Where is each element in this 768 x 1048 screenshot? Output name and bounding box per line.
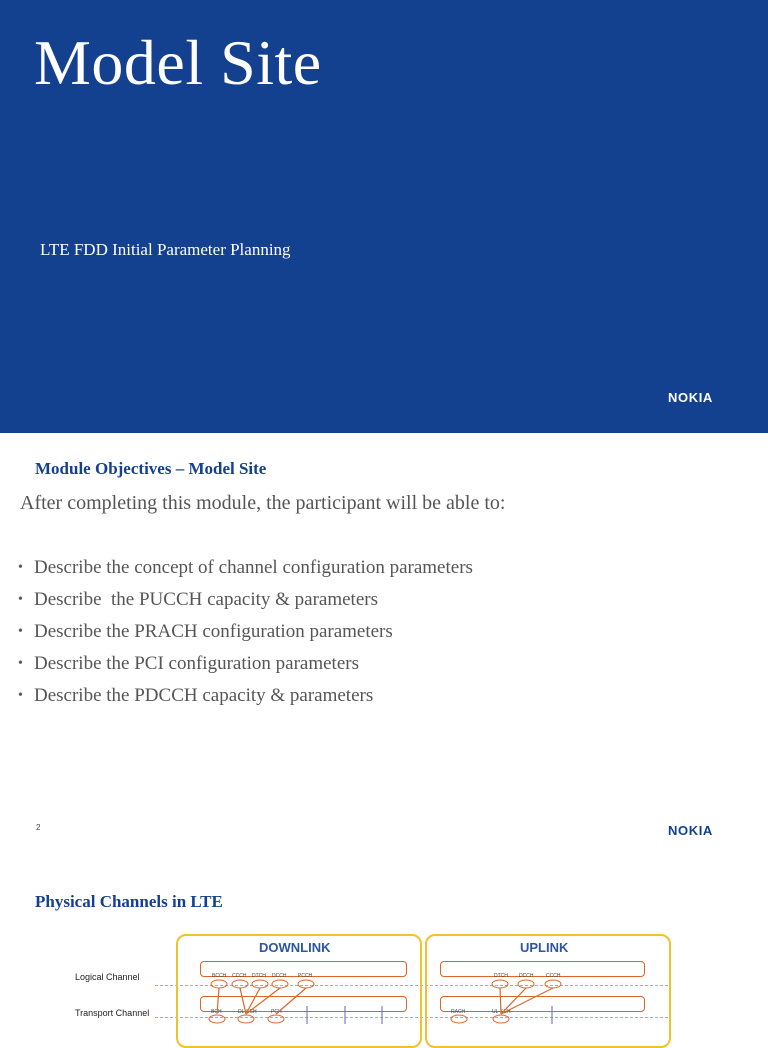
channel-label: UL-SCH bbox=[492, 1009, 511, 1015]
channel-label: DTCH bbox=[494, 973, 508, 979]
list-item: • Describe the PUCCH capacity & parameters bbox=[18, 589, 378, 610]
channel-label: DL-SCH bbox=[238, 1009, 257, 1015]
bullet-icon: • bbox=[18, 560, 23, 575]
channel-label: DTCH bbox=[252, 973, 266, 979]
bullet-icon: • bbox=[18, 624, 23, 639]
slide-subtitle: LTE FDD Initial Parameter Planning bbox=[40, 240, 291, 259]
channel-label: PCH bbox=[271, 1009, 282, 1015]
nokia-logo: NOKIA bbox=[668, 390, 713, 405]
list-item: • Describe the PDCCH capacity & parameters bbox=[18, 685, 374, 706]
physical-channels-title: Physical Channels in LTE bbox=[35, 892, 223, 911]
list-item: • Describe the concept of channel configuration parameters bbox=[18, 557, 473, 578]
uplink-heading: UPLINK bbox=[520, 940, 569, 955]
nokia-logo: NOKIA bbox=[668, 823, 713, 838]
channel-label: CCCH bbox=[232, 973, 247, 979]
channel-label: PCCH bbox=[298, 973, 313, 979]
bullet-icon: • bbox=[18, 592, 23, 607]
list-item: • Describe the PCI configuration parameters bbox=[18, 653, 359, 674]
channel-label: BCCH bbox=[212, 973, 227, 979]
channel-label: DCCH bbox=[519, 973, 534, 979]
objectives-intro: After completing this module, the participant will be able to: bbox=[20, 492, 506, 514]
channel-label: DCCH bbox=[272, 973, 287, 979]
transport-channel-label: Transport Channel bbox=[75, 1008, 150, 1018]
channel-label: RACH bbox=[451, 1009, 466, 1015]
channel-label: CCCH bbox=[546, 973, 561, 979]
bullet-icon: • bbox=[18, 688, 23, 703]
page-number: 2 bbox=[36, 823, 41, 832]
downlink-heading: DOWNLINK bbox=[259, 940, 331, 955]
bullet-icon: • bbox=[18, 656, 23, 671]
objectives-title: Module Objectives – Model Site bbox=[35, 459, 267, 478]
channel-label: BCH bbox=[211, 1009, 222, 1015]
list-item: • Describe the PRACH configuration parameters bbox=[18, 621, 393, 642]
slide-title: Model Site bbox=[34, 27, 322, 98]
logical-channel-label: Logical Channel bbox=[75, 972, 140, 982]
